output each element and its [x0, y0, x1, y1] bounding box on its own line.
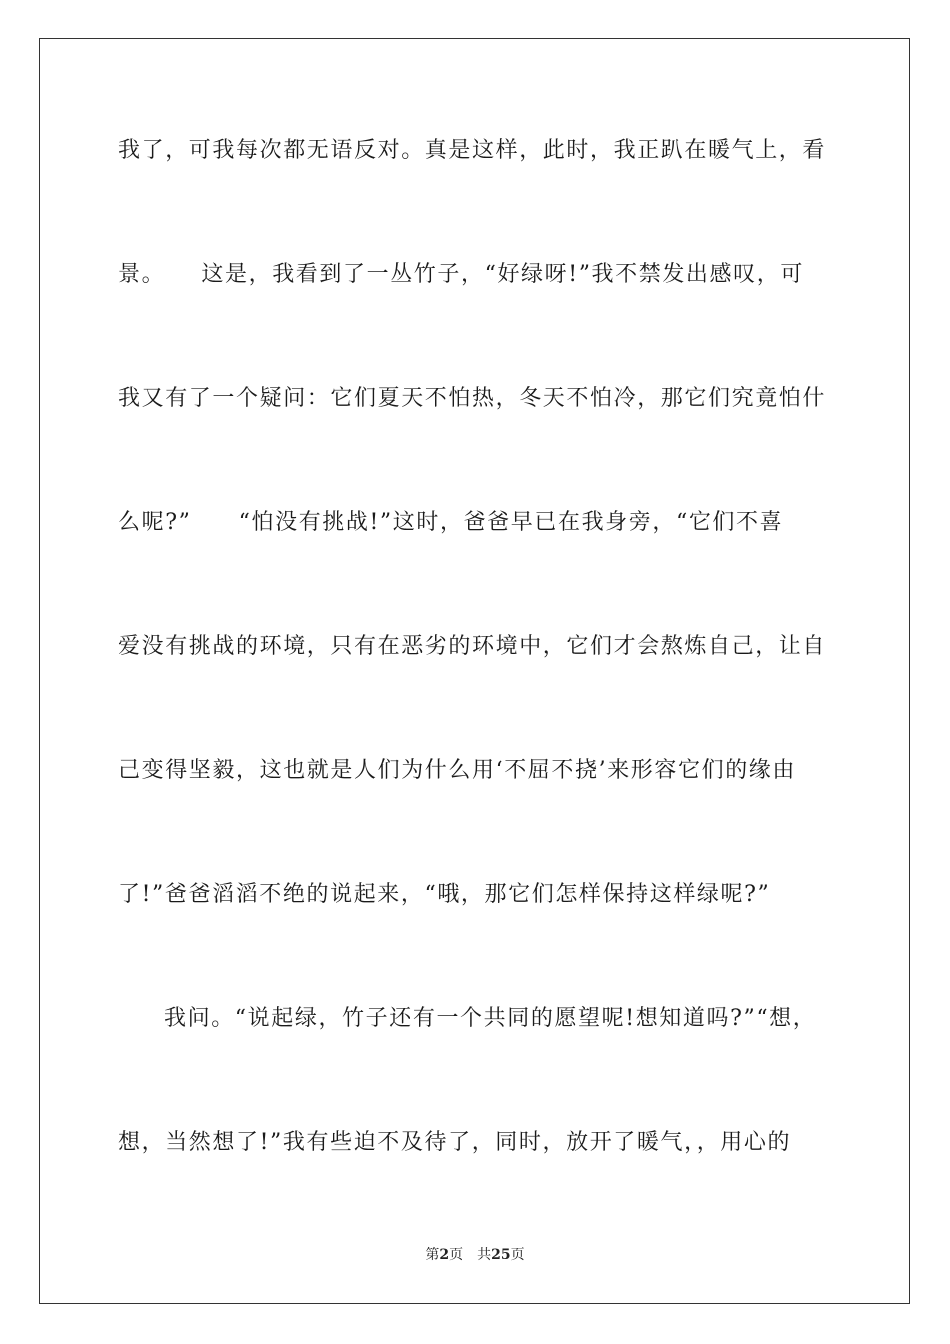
current-page-number: 2	[439, 1247, 450, 1263]
page-footer	[0, 1245, 950, 1265]
page-label-prefix: 第	[425, 1247, 440, 1263]
page-label-suffix: 页 共	[449, 1247, 492, 1263]
body-text-line-6: 己变得坚毅，这也就是人们为什么用‘不屈不挠’来形容它们的缘由	[118, 758, 796, 783]
page-border	[39, 38, 910, 1304]
body-text-line-9: 想，当然想了!”我有些迫不及待了，同时，放开了暖气，，用心的	[118, 1130, 792, 1155]
body-text-line-1: 我了，可我每次都无语反对。真是这样，此时，我正趴在暖气上，看	[118, 138, 827, 163]
total-pages-suffix: 页	[510, 1247, 525, 1263]
body-text-line-5: 爱没有挑战的环境，只有在恶劣的环境中，它们才会熬炼自己，让自	[118, 634, 827, 659]
total-pages-number: 25	[491, 1247, 511, 1263]
body-text-line-7: 了!”爸爸滔滔不绝的说起来，“哦，那它们怎样保持这样绿呢?”	[118, 882, 771, 907]
body-text-line-8: 我问。“说起绿，竹子还有一个共同的愿望呢!想知道吗?”“想，	[164, 1006, 817, 1031]
body-text-line-2: 景。 这是，我看到了一丛竹子，“好绿呀!”我不禁发出感叹，可	[118, 262, 804, 287]
body-text-line-4: 么呢?” “怕没有挑战!”这时，爸爸早已在我身旁，“它们不喜	[118, 510, 784, 535]
body-text-line-3: 我又有了一个疑问：它们夏天不怕热，冬天不怕冷，那它们究竟怕什	[118, 386, 827, 411]
